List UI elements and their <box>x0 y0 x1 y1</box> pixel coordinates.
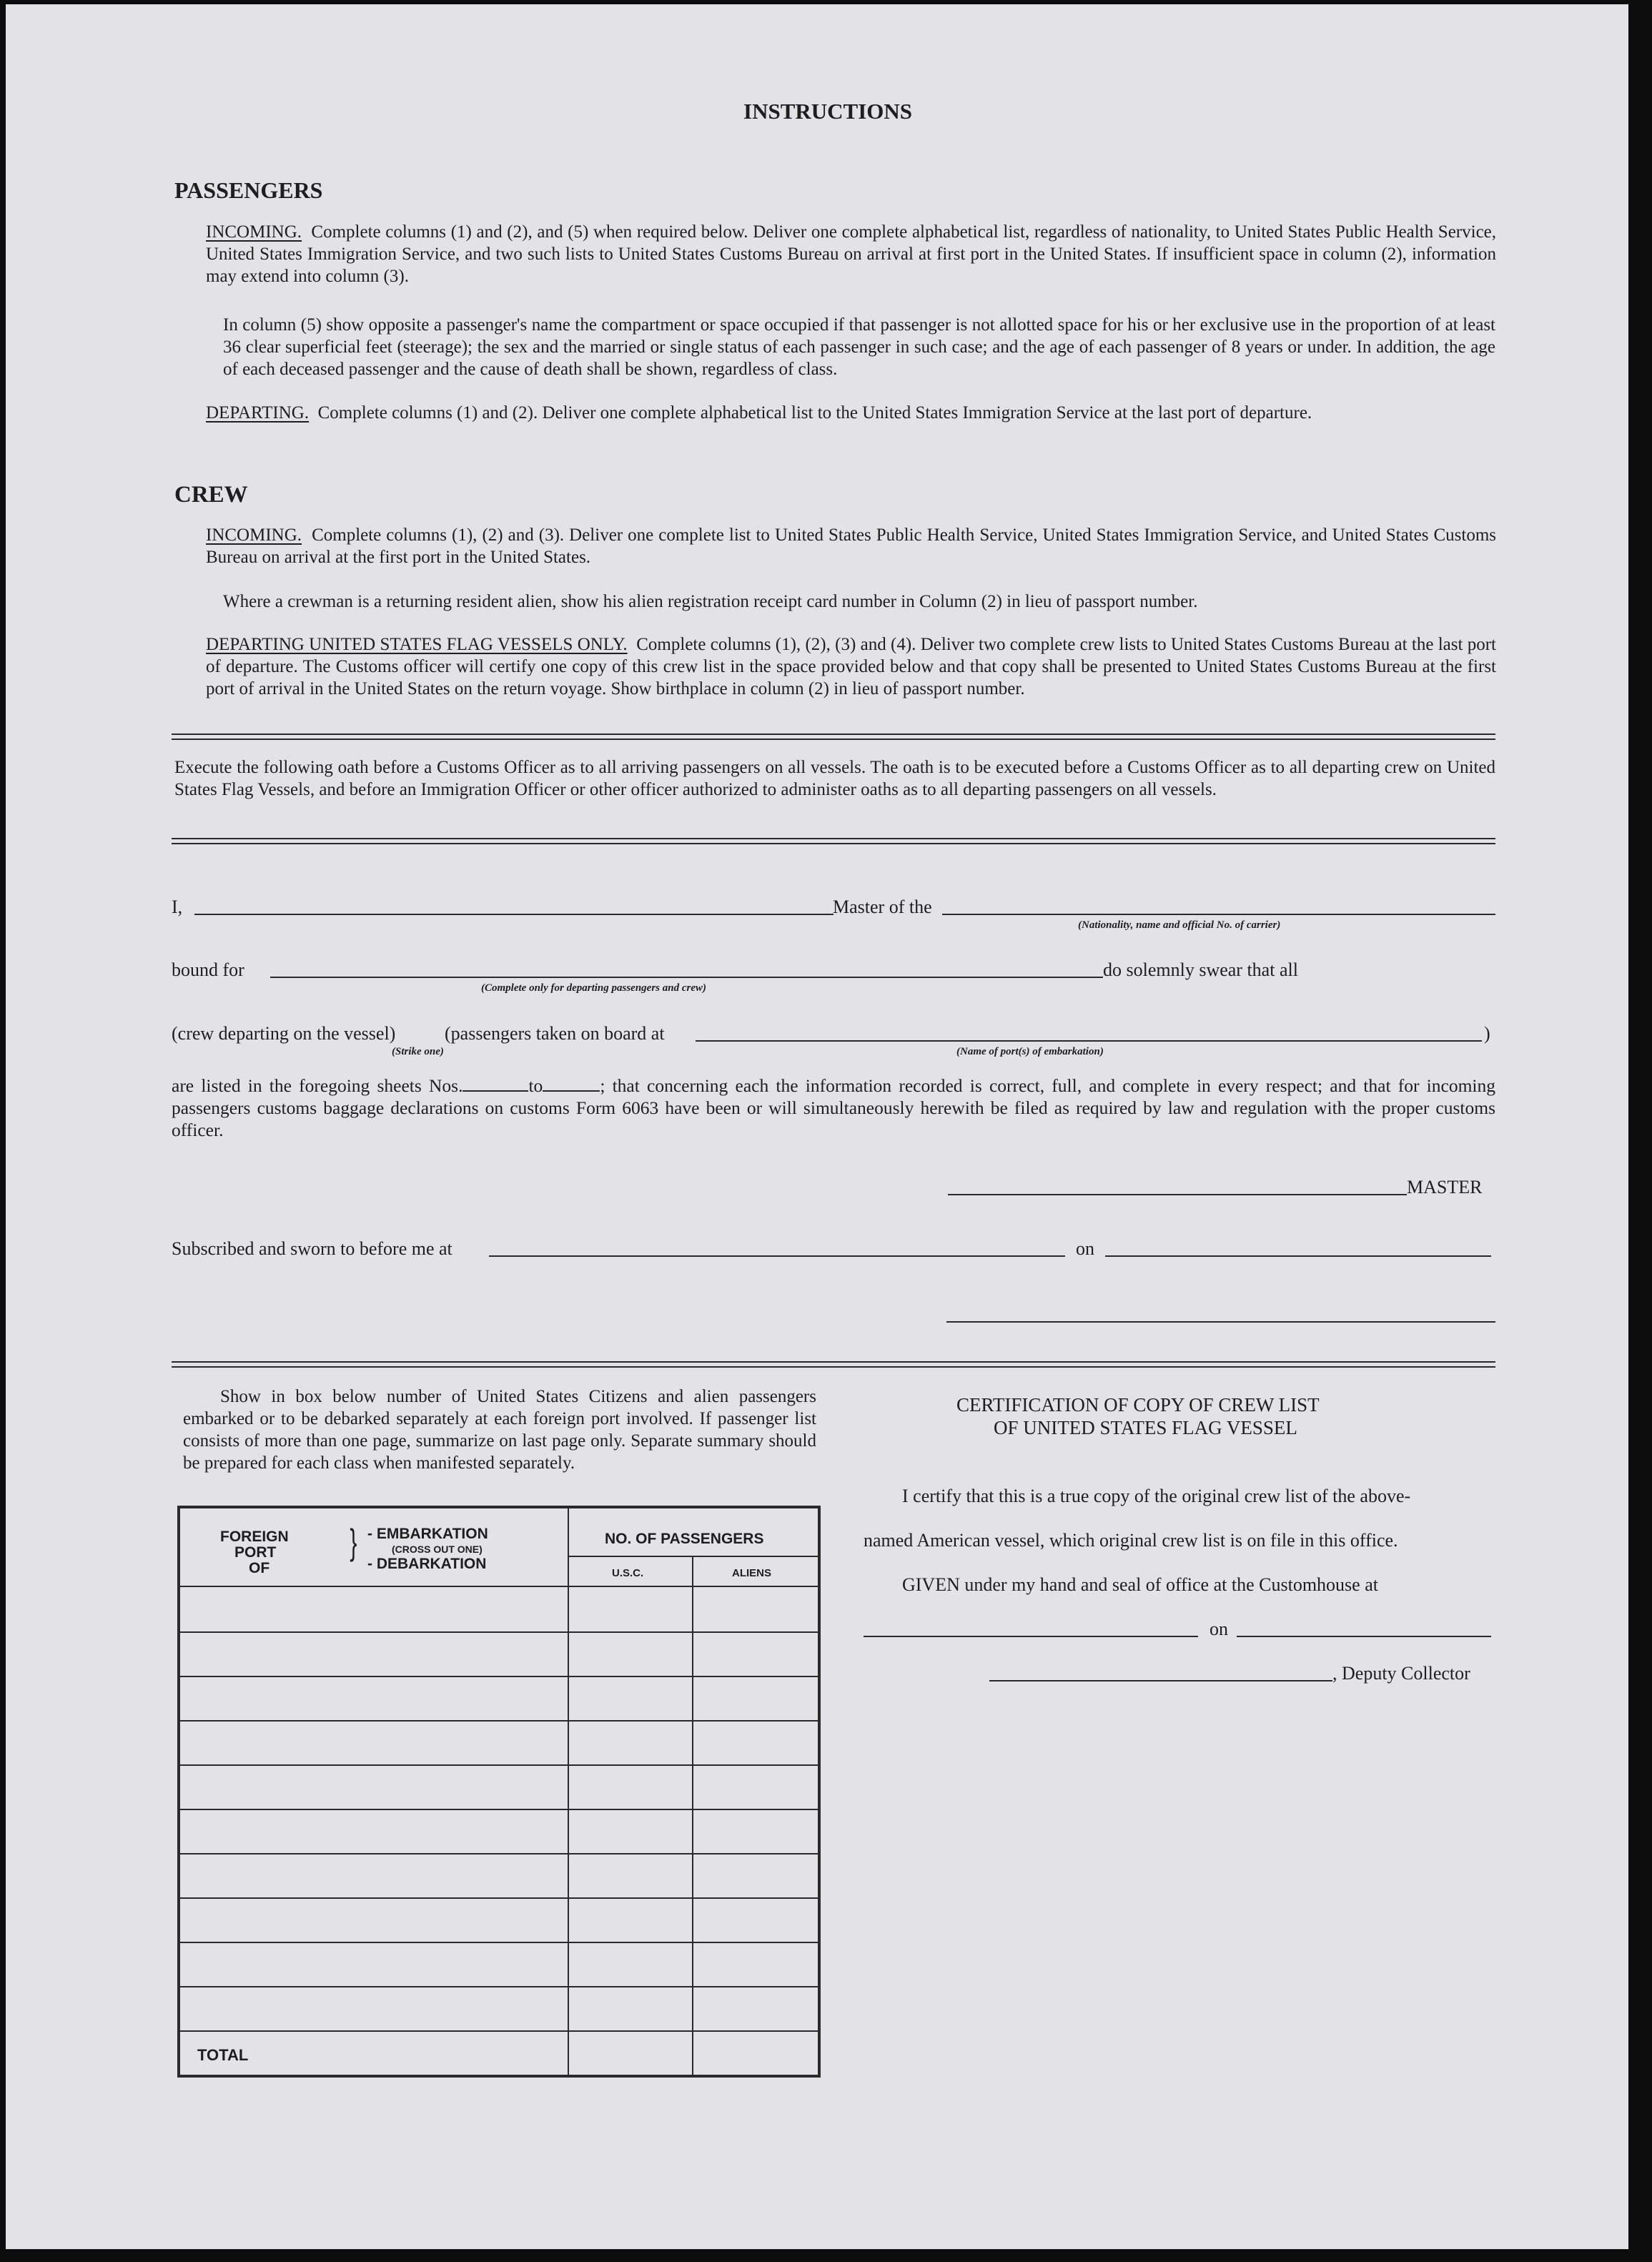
listed-prefix: are listed in the foregoing sheets Nos. <box>172 1075 463 1096</box>
passengers-departing-text: Complete columns (1) and (2). Deliver one complete alphabetical list to the United States Immigration Service at the last port of departure. <box>317 403 1312 423</box>
swear-text: do solemnly swear that all <box>1103 959 1298 980</box>
oath-i-label: I, <box>172 897 183 917</box>
certification-heading-2: OF UNITED STATES FLAG VESSEL <box>994 1417 1297 1438</box>
vessel-field[interactable] <box>942 914 1495 915</box>
col-aliens: ALIENS <box>732 1567 772 1579</box>
crew-incoming-text: Complete columns (1), (2) and (3). Deliver one complete list to United States Public Health Service, United States Immigration Service, and United States Customs Bureau on arrival at the first port in the United States. <box>206 525 1497 567</box>
passengers-departing <box>206 402 1496 424</box>
complete-caption: (Complete only for departing passengers and crew) <box>481 982 706 994</box>
port-caption: (Name of port(s) of embarkation) <box>956 1046 1104 1057</box>
on-label: on <box>1076 1238 1094 1259</box>
certify-text-1: I certify that this is a true copy of the original crew list of the above- <box>902 1486 1411 1506</box>
deputy-label: , Deputy Collector <box>1332 1663 1470 1684</box>
oath-listed-paragraph <box>172 1075 1495 1141</box>
deputy-signature-field[interactable] <box>989 1680 1332 1681</box>
cert-date-field[interactable] <box>1237 1636 1491 1637</box>
divider <box>172 1361 1495 1368</box>
passengers-incoming-label: INCOMING. <box>206 222 302 242</box>
embarkation-option[interactable]: - EMBARKATION <box>367 1526 488 1542</box>
cross-out-note: (CROSS OUT ONE) <box>392 1544 483 1555</box>
strike-caption: (Strike one) <box>392 1046 444 1057</box>
passengers-departing-label: DEPARTING. <box>206 403 310 423</box>
passengers-incoming <box>206 221 1496 287</box>
certify-text-2: named American vessel, which original crew list is on file in this office. <box>864 1530 1398 1551</box>
sworn-place-field[interactable] <box>489 1255 1065 1257</box>
passenger-summary-table <box>177 1506 821 2078</box>
table-row[interactable] <box>177 1764 821 1766</box>
col-foreign: FOREIGN <box>220 1528 289 1545</box>
divider <box>172 734 1495 740</box>
crew-resident-text: Where a crewman is a returning resident alien, show his alien registration receipt card number in Column (2) in lieu of passport number. <box>223 592 1198 611</box>
table-row[interactable] <box>177 1853 821 1854</box>
close-paren: ) <box>1484 1023 1490 1044</box>
master-label: MASTER <box>1407 1177 1483 1197</box>
nationality-caption: (Nationality, name and official No. of carrier) <box>1078 919 1281 931</box>
table-row[interactable] <box>177 2030 821 2032</box>
crew-departing-text: Complete columns (1), (2), (3) and (4). Deliver two complete crew lists to United States Customs Bureau at the last port of departure. The Customs officer will certify one copy of this crew list in the space provided below and that copy shall be presented to United States Customs Bureau at the first port of arrival in the United States on the return voyage. Show birthplace in column (2) in lieu of passport number. <box>206 635 1496 698</box>
embarkation-port-field[interactable] <box>696 1040 1482 1042</box>
oath-intro: Execute the following oath before a Customs Officer as to all arriving passengers on all vessels. The oath is to be executed before a Customs Officer as to all departing crew on United States Flag Vessels, and before an Immigration Officer or other officer authorized to administer oaths as to all departing passengers on all vessels. <box>174 758 1495 799</box>
table-row[interactable] <box>177 1942 821 1943</box>
crew-departing-label: DEPARTING UNITED STATES FLAG VESSELS ONLY. <box>206 635 628 654</box>
form-page <box>6 4 1628 2249</box>
officer-signature-field[interactable] <box>946 1321 1495 1323</box>
passengers-column5-text: In column (5) show opposite a passenger's name the compartment or space occupied if that passenger is not allotted space for his or her exclusive use in the proportion of at least 36 clear superficial feet (steerage); the sex and the married or single status of each passenger in such case; and the age of each passenger of 8 years or under. In addition, the age of each deceased passenger and the cause of death shall be shown, regardless of class. <box>223 315 1495 379</box>
crew-incoming-label: INCOMING. <box>206 525 302 545</box>
to-label: to <box>528 1075 543 1096</box>
given-text: GIVEN under my hand and seal of office at the Customhouse at <box>902 1574 1378 1595</box>
master-of-the-label: Master of the <box>833 897 932 917</box>
table-divider <box>568 1506 569 2078</box>
brace-icon: } <box>350 1522 357 1562</box>
subscribed-label: Subscribed and sworn to before me at <box>172 1238 452 1259</box>
sworn-date-field[interactable] <box>1105 1255 1491 1257</box>
master-signature-field[interactable] <box>948 1194 1407 1195</box>
master-name-field[interactable] <box>194 914 834 915</box>
bound-for-label: bound for <box>172 959 244 980</box>
table-row[interactable] <box>177 1631 821 1633</box>
col-usc: U.S.C. <box>612 1567 644 1579</box>
listed-text: ; that concerning each the information recorded is correct, full, and complete in every respect; and that for incoming passengers customs baggage declarations on customs Form 6063 have been or will simultaneously herewith be filed as required by law and regulation with the proper customs officer. <box>172 1075 1495 1140</box>
table-row[interactable] <box>177 1720 821 1722</box>
certification-heading-1: CERTIFICATION OF COPY OF CREW LIST <box>956 1394 1320 1416</box>
crew-departing <box>206 633 1496 700</box>
table-divider <box>177 1586 821 1587</box>
crew-heading: CREW <box>174 482 248 508</box>
page-title: INSTRUCTIONS <box>743 99 913 124</box>
col-of: OF <box>249 1560 270 1576</box>
table-row[interactable] <box>177 1809 821 1810</box>
sheet-from-field[interactable] <box>463 1090 528 1092</box>
col-port: PORT <box>234 1544 277 1561</box>
customhouse-field[interactable] <box>864 1636 1198 1637</box>
cert-on-label: on <box>1210 1619 1228 1639</box>
total-label: TOTAL <box>197 2046 249 2064</box>
table-divider <box>692 1556 693 2078</box>
col-no-passengers: NO. OF PASSENGERS <box>605 1531 764 1547</box>
passengers-taken-option[interactable]: (passengers taken on board at <box>445 1023 665 1044</box>
summary-instructions: Show in box below number of United States Citizens and alien passengers embarked or to be debarked separately at each foreign port involved. If passenger list consists of more than one page, summarize on last page only. Separate summary should be prepared for each class when manifested separately. <box>183 1387 816 1473</box>
table-row[interactable] <box>177 1676 821 1677</box>
bound-for-field[interactable] <box>270 977 1103 978</box>
divider <box>172 838 1495 844</box>
crew-departing-option[interactable]: (crew departing on the vessel) <box>172 1023 396 1044</box>
table-row[interactable] <box>177 1986 821 1987</box>
passengers-incoming-text: Complete columns (1) and (2), and (5) when required below. Deliver one complete alphabetical list, regardless of nationality, to United States Public Health Service, United States Immigration Service, and two such lists to United States Customs Bureau on arrival at first port in the United States. If insufficient space in column (2), information may extend into column (3). <box>206 222 1497 286</box>
table-divider <box>568 1556 821 1557</box>
crew-incoming <box>206 524 1496 568</box>
table-row[interactable] <box>177 1897 821 1899</box>
passengers-heading: PASSENGERS <box>174 177 323 203</box>
debarkation-option[interactable]: - DEBARKATION <box>367 1556 487 1572</box>
sheet-to-field[interactable] <box>543 1090 600 1092</box>
